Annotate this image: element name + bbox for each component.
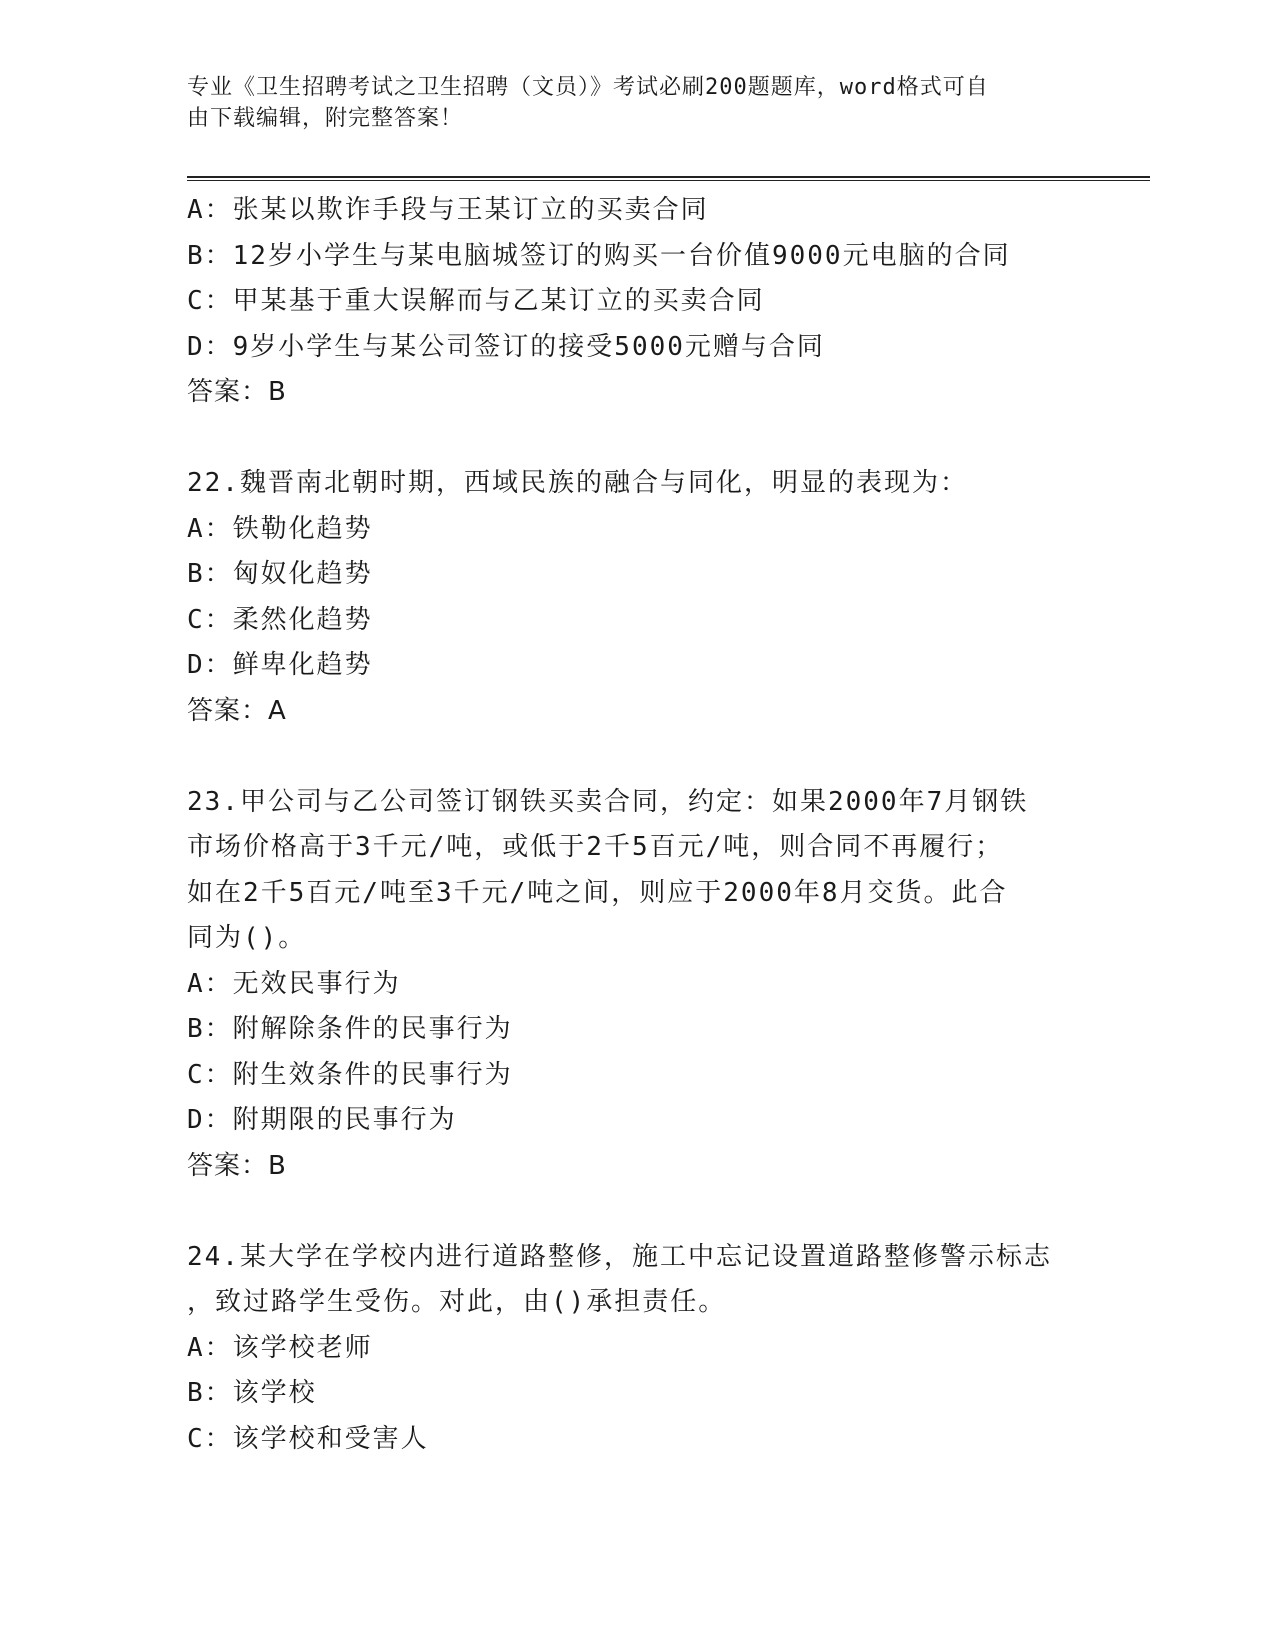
question-24	[187, 1235, 1087, 1463]
q22-option-a: A：铁勒化趋势	[187, 513, 373, 544]
header-title-line-2: 由下载编辑，附完整答案！	[187, 106, 464, 131]
q22-answer: 答案：A	[187, 695, 287, 726]
q21-option-c: C：甲某基于重大误解而与乙某订立的买卖合同	[187, 286, 765, 316]
q23-question-line-2: 市场价格高于3千元/吨，或低于2千5百元/吨，则合同不再履行；	[187, 832, 1004, 862]
q21-option-a: A：张某以欺诈手段与王某订立的买卖合同	[187, 195, 709, 225]
header-divider	[187, 176, 1150, 181]
question-spacer	[187, 1189, 1087, 1235]
question-spacer	[187, 416, 1087, 462]
page-header	[187, 72, 1067, 134]
q23-option-c: C：附生效条件的民事行为	[187, 1059, 513, 1090]
q22-option-b: B：匈奴化趋势	[187, 559, 373, 589]
question-content	[187, 188, 1087, 1462]
q21-option-d: D：9岁小学生与某公司签订的接受5000元赠与合同	[187, 331, 825, 362]
question-spacer	[187, 734, 1087, 780]
q23-question-line-3: 如在2千5百元/吨至3千元/吨之间，则应于2000年8月交货。此合	[187, 877, 1008, 908]
q24-question-line-1: 24.某大学在学校内进行道路整修，施工中忘记设置道路整修警示标志	[187, 1241, 1052, 1272]
q24-option-a: A：该学校老师	[187, 1332, 373, 1363]
q23-option-d: D：附期限的民事行为	[187, 1105, 457, 1135]
question-21	[187, 188, 1087, 416]
q21-option-b: B：12岁小学生与某电脑城签订的购买一台价值9000元电脑的合同	[187, 240, 1011, 271]
q23-question-line-4: 同为()。	[187, 923, 307, 953]
q23-question-line-1: 23.甲公司与乙公司签订钢铁买卖合同，约定：如果2000年7月钢铁	[187, 786, 1029, 817]
q22-option-d: D：鲜卑化趋势	[187, 650, 373, 680]
q21-answer: 答案：B	[187, 377, 287, 407]
q22-question: 22.魏晋南北朝时期，西域民族的融合与同化，明显的表现为：	[187, 468, 968, 498]
q24-option-b: B：该学校	[187, 1378, 317, 1408]
q22-option-c: C：柔然化趋势	[187, 604, 373, 635]
q23-option-a: A：无效民事行为	[187, 968, 401, 999]
q24-question-line-2: ，致过路学生受伤。对此，由()承担责任。	[187, 1287, 727, 1317]
q24-option-c: C：该学校和受害人	[187, 1423, 429, 1454]
question-23	[187, 780, 1087, 1190]
header-title-line-1: 专业《卫生招聘考试之卫生招聘（文员）》考试必刷200题题库，word格式可自	[187, 75, 989, 100]
q23-option-b: B：附解除条件的民事行为	[187, 1014, 513, 1044]
q23-answer: 答案：B	[187, 1150, 287, 1181]
question-22	[187, 461, 1087, 734]
